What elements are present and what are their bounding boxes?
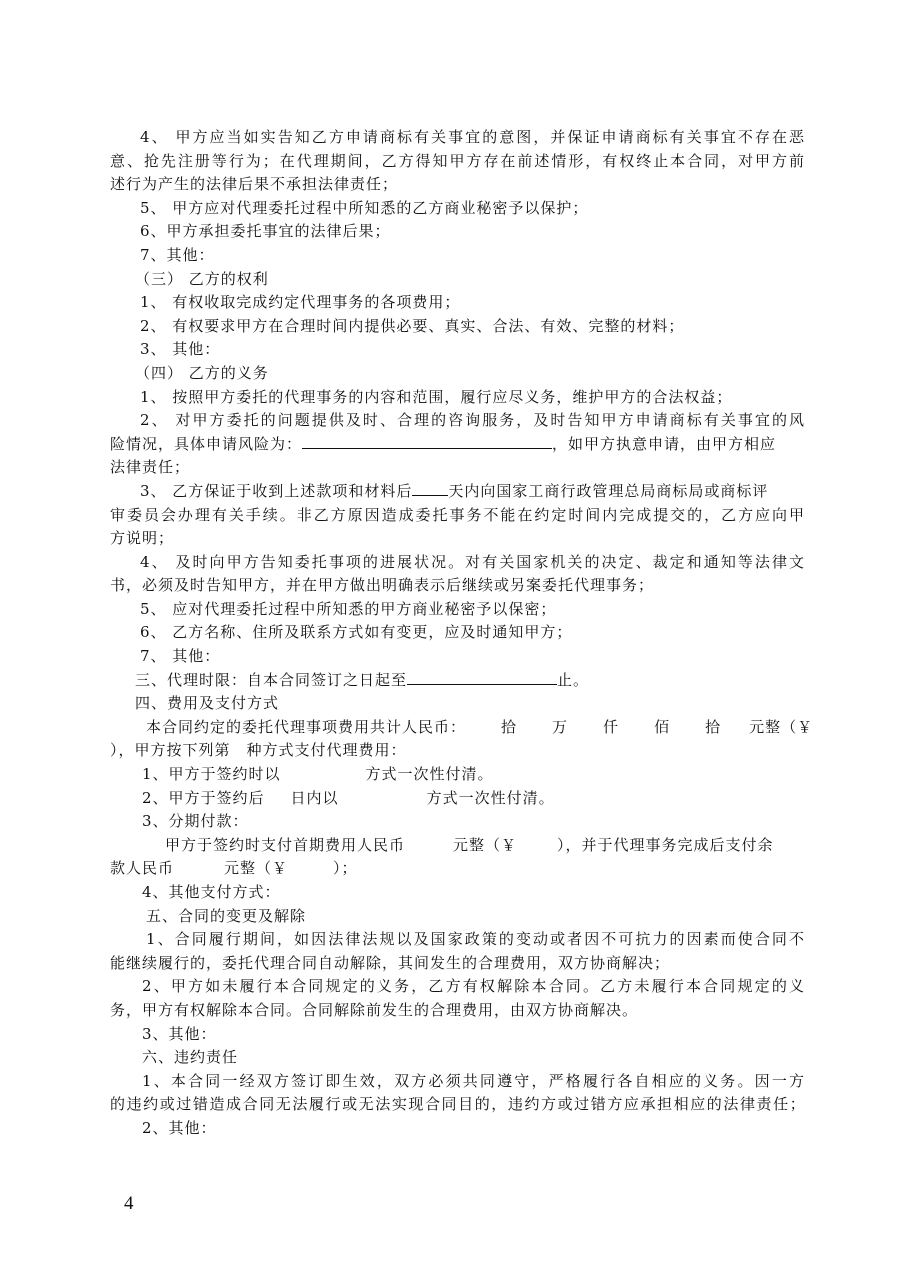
text-run: 元整（￥ — [453, 835, 518, 854]
text-run: 万 — [552, 717, 569, 736]
text-run: 3、 乙方保证于收到上述款项和材料后 — [140, 481, 413, 500]
paragraph-line: 2、其他： — [142, 1118, 217, 1137]
section-heading: （三） 乙方的权利 — [135, 269, 269, 288]
paragraph-line: 5、 甲方应对代理委托过程中所知悉的乙方商业秘密予以保护； — [140, 198, 589, 217]
paragraph-line: 6、 乙方名称、住所及联系方式如有变更，应及时通知甲方； — [140, 623, 573, 642]
paragraph-line: 1、本合同一经双方签订即生效，双方必须共同遵守，严格履行各自相应的义务。因一方 — [142, 1071, 805, 1090]
section-heading: （四） 乙方的义务 — [135, 363, 269, 382]
text-run: 本合同约定的委托代理事项费用共计人民币： — [146, 717, 467, 736]
paragraph-line: 书，必须及时告知甲方，并在甲方做出明确表示后继续或另案委托代理事务； — [110, 576, 655, 595]
section-heading: 六、违约责任 — [142, 1048, 239, 1067]
paragraph-line — [110, 716, 814, 740]
text-run: 款人民币 — [110, 859, 175, 878]
paragraph-line — [110, 834, 805, 858]
text-run: 拾 — [501, 717, 518, 736]
blank-underline — [302, 433, 552, 449]
paragraph-line: 3、 其他： — [140, 340, 221, 359]
text-run: 方式一次性付清。 — [426, 788, 555, 807]
text-run: ，如甲方执意申请，由甲方相应 — [552, 434, 777, 453]
paragraph-line: 2、 有权要求甲方在合理时间内提供必要、真实、合法、有效、完整的材料； — [140, 316, 685, 335]
paragraph-line: 能继续履行的，委托代理合同自动解除，其间发生的合理费用，双方协商解决； — [110, 953, 671, 972]
paragraph-line: 7、其他： — [140, 245, 215, 264]
paragraph-line: 4、 及时向甲方告知委托事项的进展状况。对有关国家机关的决定、裁定和通知等法律文 — [140, 552, 805, 571]
text-run: 日内以 — [290, 788, 339, 807]
text-run: 2、甲方于签约后 — [142, 788, 265, 807]
paragraph-line — [110, 763, 805, 787]
paragraph-line: 4、 甲方应当如实告知乙方申请商标有关事宜的意图，并保证申请商标有关事宜不存在恶 — [140, 128, 805, 146]
paragraph-line — [110, 857, 805, 881]
text-run: ），并于代理事务完成后支付余 — [557, 835, 774, 854]
paragraph-line — [110, 787, 805, 811]
document-body — [110, 126, 814, 1141]
paragraph-line: 方说明； — [110, 529, 175, 548]
paragraph-line: 5、 应对代理委托过程中所知悉的甲方商业秘密予以保密； — [140, 599, 557, 618]
text-run: 止。 — [557, 670, 590, 689]
paragraph-line: 1、合同履行期间，如因法律法规以及国家政策的变动或者因不可抗力的因素而使合同不 — [146, 930, 805, 949]
blank-underline — [412, 480, 448, 496]
text-run: 拾 — [705, 717, 722, 736]
section-heading: 四、费用及支付方式 — [135, 694, 280, 713]
text-run: 险情况，具体申请风险为： — [110, 434, 303, 453]
paragraph-line: 1、 按照甲方委托的代理事务的内容和范围，履行应尽义务，维护甲方的合法权益； — [140, 387, 733, 406]
paragraph-line: 2、甲方如未履行本合同规定的义务，乙方有权解除本合同。乙方未履行本合同规定的义 — [142, 977, 805, 996]
paragraph-line: 的违约或过错造成合同无法履行或无法实现合同目的，违约方或过错方应承担相应的法律责任； — [110, 1095, 805, 1114]
paragraph-line: 意、抢先注册等行为；在代理期间，乙方得知甲方存在前述情形，有权终止本合同，对甲方前 — [110, 151, 805, 170]
paragraph-line: 述行为产生的法律后果不承担法律责任； — [110, 175, 399, 194]
text-run: 天内向国家工商行政管理总局商标局或商标评 — [448, 481, 769, 500]
paragraph-line: 3、其他： — [142, 1024, 217, 1043]
text-run: 元整（￥ — [224, 859, 289, 878]
paragraph-line: 务，甲方有权解除本合同。合同解除前发生的合理费用，由双方协商解决。 — [110, 1000, 639, 1019]
text-run: 种方式支付代理费用： — [246, 741, 407, 760]
paragraph-line — [110, 669, 805, 693]
blank-underline — [407, 669, 557, 685]
text-run: 仟 — [603, 717, 620, 736]
text-run: 佰 — [654, 717, 671, 736]
paragraph-line: 3、分期付款： — [142, 812, 249, 831]
paragraph-line — [110, 739, 805, 763]
section-heading: 五、合同的变更及解除 — [146, 906, 307, 925]
paragraph-line — [110, 480, 805, 504]
text-run: 1、甲方于签约时以 — [142, 765, 281, 784]
text-run: 元整（￥ — [749, 717, 814, 736]
paragraph-line: 1、 有权收取完成约定代理事务的各项费用； — [140, 293, 461, 312]
text-run: 方式一次性付清。 — [365, 765, 494, 784]
paragraph-line: 审委员会办理有关手续。非乙方原因造成委托事务不能在约定时间内完成提交的，乙方应向甲 — [110, 505, 805, 524]
paragraph-line: 7、 其他： — [140, 647, 221, 666]
paragraph-line: 2、 对甲方委托的问题提供及时、合理的咨询服务，及时告知甲方申请商标有关事宜的风 — [140, 411, 805, 430]
text-run: 甲方于签约时支付首期费用人民币 — [165, 835, 406, 854]
paragraph-line — [110, 433, 805, 457]
text-run: 三、代理时限：自本合同签订之日起至 — [135, 670, 408, 689]
paragraph-line: 法律责任； — [110, 458, 191, 477]
page-number: 4 — [124, 1193, 134, 1214]
text-run: ），甲方按下列第 — [110, 741, 231, 760]
text-run: ）； — [333, 859, 358, 878]
paragraph-line: 4、其他支付方式： — [142, 883, 281, 901]
paragraph-line: 6、甲方承担委托事宜的法律后果； — [140, 222, 391, 241]
